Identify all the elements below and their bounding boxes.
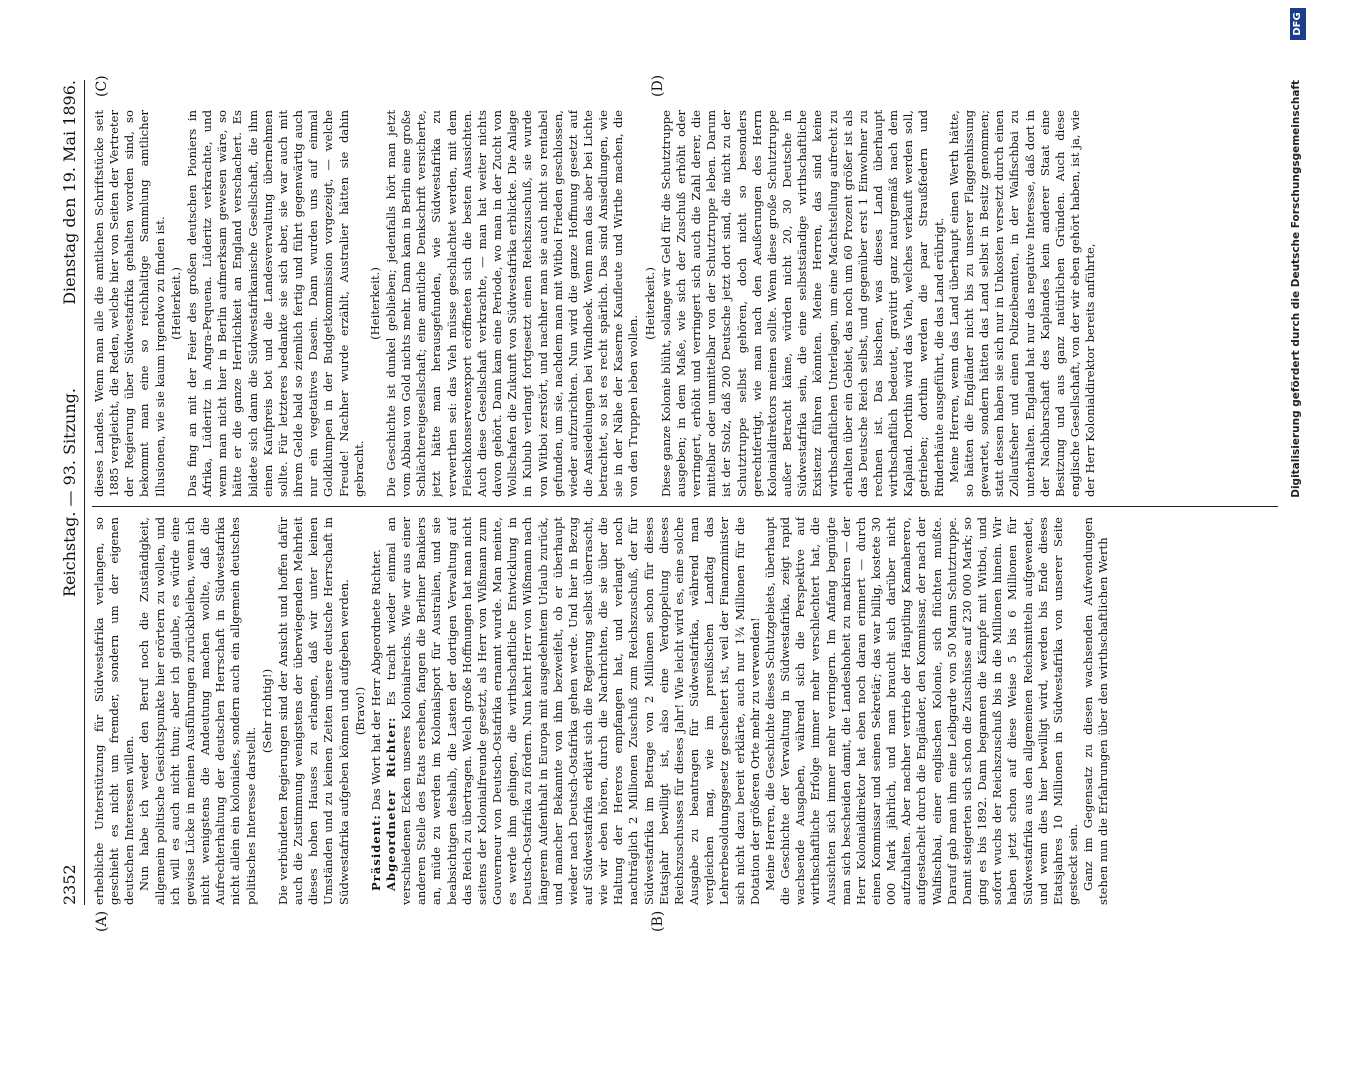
paragraph: Die verbündeten Regierungen sind der Ansicht und hoffen dafür auch die Zustimmung wenigstens der überwiegenden Mehrheit dieses hohen Hauses zu erlangen, daß wir unter keinen Umständen und zu keinen Zeiten unsere deutsche Herrschaft in Südwestafrika aufgeben können und aufgeben werden.	[275, 517, 351, 905]
paragraph: Ganz im Gegensatz zu diesen wachsenden Aufwendungen stehen nun die Erfahrungen über den wirthschaftlichen Werth	[1081, 517, 1111, 905]
page-header	[58, 80, 85, 905]
margin-marker-a: (A)	[94, 910, 110, 932]
session-date: Dienstag den 19. Mai 1896.	[60, 80, 79, 305]
interjection: (Heiterkeit.)	[642, 267, 657, 340]
interjection: (Heiterkeit.)	[168, 267, 183, 340]
dfg-logo: DFG	[1290, 8, 1306, 40]
paragraph: Meine Herren, die Geschichte dieses Schutzgebiets, überhaupt die Geschichte der Verwaltung in Südwestafrika, zeigt rapid wachsende Ausgaben, während sich die Perspektive auf wirthschaftliche Erfolge immer mehr verschlechtert hat, die Aussichten sich immer mehr verringern. Im Anfang begnügte man sich bescheiden damit, die Landeshoheit zu markiren — der Herr Kolonialdirektor hat eben noch daran erinnert — durch einen Kommissar und seinen Sekretär; das war billig, kostete 30 000 Mark jährlich, und man braucht sich darüber nicht aufzuhalten. Aber nachher vertrieb der Häuptling Kamaherero, aufgestachelt durch die Engländer, den Kommissar, der nach der Walfischbai, einer englischen Kolonie, sich flüchten mußte. Darauf gab man ihm eine Leibgarde von 50 Mann Schutztruppe. Damit steigerten sich schon die Zuschüsse auf 230 000 Mark; so ging es bis 1892. Dann begannen die Kämpfe mit Witboi, und sofort wuchs der Reichszuschuß bis in die Millionen hinein. Wir haben jetzt schon auf diese Weise 5 bis 6 Millionen für Südwestafrika aus den allgemeinen Reichsmitteln aufgewendet, und wenn dies hier bewilligt wird, werden bis Ende dieses Etatsjahres 10 Millionen in Südwestafrika von unserer Seite gesteckt sein.	[762, 517, 1080, 905]
speech-paragraph	[384, 517, 763, 905]
column-divider	[92, 506, 1278, 507]
speech-paragraph	[369, 517, 384, 905]
margin-marker-d: (D)	[650, 74, 666, 97]
margin-marker-c: (C)	[94, 75, 110, 97]
margin-marker-b: (B)	[650, 910, 666, 932]
paragraph: Meine Herren, wenn das Land überhaupt einen Werth hätte, so hätten die Engländer nicht bis zu unserer Flaggenhissung gewartet, sondern hätten das Land selbst in Besitz genommen; statt dessen haben sie sich nur in Unkosten versetzt durch einen Zollaufseher und einen Polizeibeamten, in der Walfischbai zu unterhalten. England hat nur das negative Interesse, daß dort in der Nachbarschaft des Kaplandes kein anderer Staat eine Besitzung und aus ganz natürlichen Gründen. Auch diese englische Gesellschaft, von der wir eben gehört haben, ist ja, wie der Herr Kolonialdirektor bereits anführte,	[946, 110, 1098, 497]
session-title: Reichstag. — 93. Sitzung.	[60, 388, 79, 597]
paragraph: Diese ganze Kolonie blüht, solange wir Geld für die Schutztruppe ausgeben; in dem Maße, wie sich der Zuschuß erhöht oder verringert, erhöht und verringert sich auch die Zahl derer, die mittelbar oder unmittelbar von der Schutztruppe leben. Darum ist der Stolz, daß 200 Deutsche jetzt dort sind, die nicht zu der Schutztruppe selbst gehören, doch nicht so besonders gerechtfertigt, wie man nach den Aeußerungen des Herrn Kolonialdirektors meinen sollte. Wenn diese große Schutztruppe außer Betracht käme, würden nicht 20, 30 Deutsche in Südwestafrika sein, die eine selbstständige wirthschaftliche Existenz führen könnten. Meine Herren, das sind keine wirthschaftlichen Unterlagen, um eine Machtstellung aufrecht zu erhalten über ein Gebiet, das noch um 60 Prozent größer ist als das Deutsche Reich selbst, und gegenüber erst 1 Einwohner zu rechnen ist. Das bischen, was dieses Land überhaupt wirthschaftlich bedeutet, gravitirt ganz naturgemäß nach dem Kapland. Dorthin wird das Vieh, welches verkauft werden soll, getrieben; dorthin werden die paar Straußfedern und Rinderhäute ausgeführt, die das Land erübrigt.	[658, 110, 946, 497]
text-column-left	[92, 517, 1278, 905]
paragraph: Die Geschichte ist dunkel geblieben; jedenfalls hört man jetzt vom Abbau von Gold nichts mehr. Dann kam in Berlin eine große Schlächtereigesellschaft; eine amtliche Denkschrift versicherte, jetzt hätte man herausgefunden, wie Südwestafrika zu verwerthen sei: das Vieh müsse geschlachtet werden, mit dem Fleischkonservenexport eröffneten sich die besten Aussichten. Auch diese Gesellschaft verkrachte, — man hat weiter nichts davon gehört. Dann kam eine Periode, wo man in der Zucht von Wollschafen die Zukunft von Südwestafrika erblickte. Die Anlage in Kubub verlangt fortgesetzt einen Reichszuschuß, sie wurde von Witboi zerstört, und nachher man sie auch nicht so rentabel gefunden, um sie, nachdem man mit Witboi Frieden geschlossen, wieder aufzurichten. Nun wird die ganze Hoffnung gesetzt auf die Ansiedelungen bei Windhoek. Wenn man das aber bei Lichte betrachtet, so ist es recht spärlich. Das sind Ansiedlungen, wie sie in der Nähe der Kaserne Kaufleute und Wirthe machen, die von den Truppen leben wollen.	[383, 110, 641, 497]
interjection: (Sehr richtig!)	[259, 668, 274, 754]
speaker-name: Präsident:	[368, 814, 383, 891]
speaker-name: Abgeordneter Richter:	[383, 716, 398, 891]
page-number: 2352	[60, 864, 79, 905]
text-column-right	[92, 110, 1278, 497]
digitization-note: Digitalisierung gefördert durch die Deutsche Forschungsgemeinschaft	[1290, 80, 1302, 498]
paragraph: dieses Landes. Wenn man alle die amtlichen Schriftstücke seit 1885 vergleicht, die Reden, welche hier von Seiten der Vertreter der Regierung über Südwestafrika gehalten worden sind, so bekommt man eine so reichhaltige Sammlung amtlicher Illusionen, wie sie kaum irgendwo zu finden ist.	[92, 110, 167, 497]
paragraph: Nun habe ich weder den Beruf noch die Zuständigkeit, allgemein politische Gesichtspunkte hier erörtern zu wollen, und ich will es auch nicht thun; aber ich glaube, es würde eine gewisse Lücke in meinen Ausführungen zurückbleiben, wenn ich nicht wenigstens die Andeutung machen wollte, daß die Aufrechterhaltung der deutschen Herrschaft in Südwestafrika nicht allein ein koloniales, sondern auch ein allgemein deutsches politisches Interesse darstellt.	[137, 517, 258, 905]
paragraph: erhebliche Unterstützung für Südwestafrika verlangen, so geschieht es nicht um fremder, sondern um der eigenen deutschen Interessen willen.	[92, 517, 137, 905]
interjection: (Heiterkeit.)	[367, 267, 382, 340]
speech-text: Das Wort hat der Herr Abgeordnete Richter.	[368, 549, 383, 811]
interjection: (Bravo!)	[352, 686, 367, 736]
paragraph: Das fing an mit der Feier des großen deutschen Pioniers in Afrika, Lüderitz in Angra-Pequena. Lüderitz verkrachte, und wenn man nicht hier in Berlin aufmerksam gewesen wäre, so hätte er die ganze Herrlichkeit an England verschachert. Es bildete sich dann die Südwestafrikanische Gesellschaft, die ihm einen Kaufpreis bot und die Landesverwaltung übernehmen sollte. Für letzteres bedankte sie sich aber, sie war auch mit ihrem Gelde bald so ziemlich fertig und führt gegenwärtig auch nur ein vegetatives Dasein. Dann wurden uns auf einmal Goldklumpen in der Budgetkommission vorgezeigt, — welche Freude! Nachher wurde erzählt, Australier hätten sie dahin gebracht.	[184, 110, 366, 497]
speech-text: Es tracht wieder einmal an verschiedenen Ecken unseres Kolonialreichs. Wie wir aus einer anderen Stelle des Etats ersehen, fangen die Berliner Bankiers an, müde zu werden im Kolonialsport für Australien, und sie beabsichtigen deshalb, die Lasten der dortigen Verwaltung auf das Reich zu übertragen. Welch große Hoffnungen hat man nicht seitens der Kolonialfreunde gesetzt, als Herr von Wißmann zum Gouverneur von Deutsch-Ostafrika ernannt wurde. Man meinte, es werde ihm gelingen, die wirthschaftliche Entwicklung in Deutsch-Ostafrika zu fördern. Nun kehrt Herr von Wißmann nach längerem Aufenthalt in Europa mit ausgedehntem Urlaub zurück, und mancher Bekannte von ihm bezweifelt, ob er überhaupt wieder nach Deutsch-Ostafrika gehen werde. Und hier in Bezug auf Südwestafrika erklärt sich die Regierung selbst überrascht, wie wir eben hören, durch die Nachrichten, die sie über die Haltung der Hereros empfangen hat, und verlangt noch nachträglich 2 Millionen Zuschuß zum Reichszuschuß, der für Südwestafrika im Betrage von 2 Millionen schon für dieses Etatsjahr bewilligt ist, also eine Verdoppelung dieses Reichszuschusses für dieses Jahr! Wie leicht wird es, eine solche Ausgabe zu beantragen für Südwestafrika, während man vergleichen mag, wie im preußischen Landtag das Lehrerbesoldungsgesetz gescheitert ist, weil der Finanzminister sich nicht dazu bereit erklärte, auch nur 1¾ Millionen für die Dotation der größeren Orte mehr zu verwenden!	[383, 517, 762, 905]
